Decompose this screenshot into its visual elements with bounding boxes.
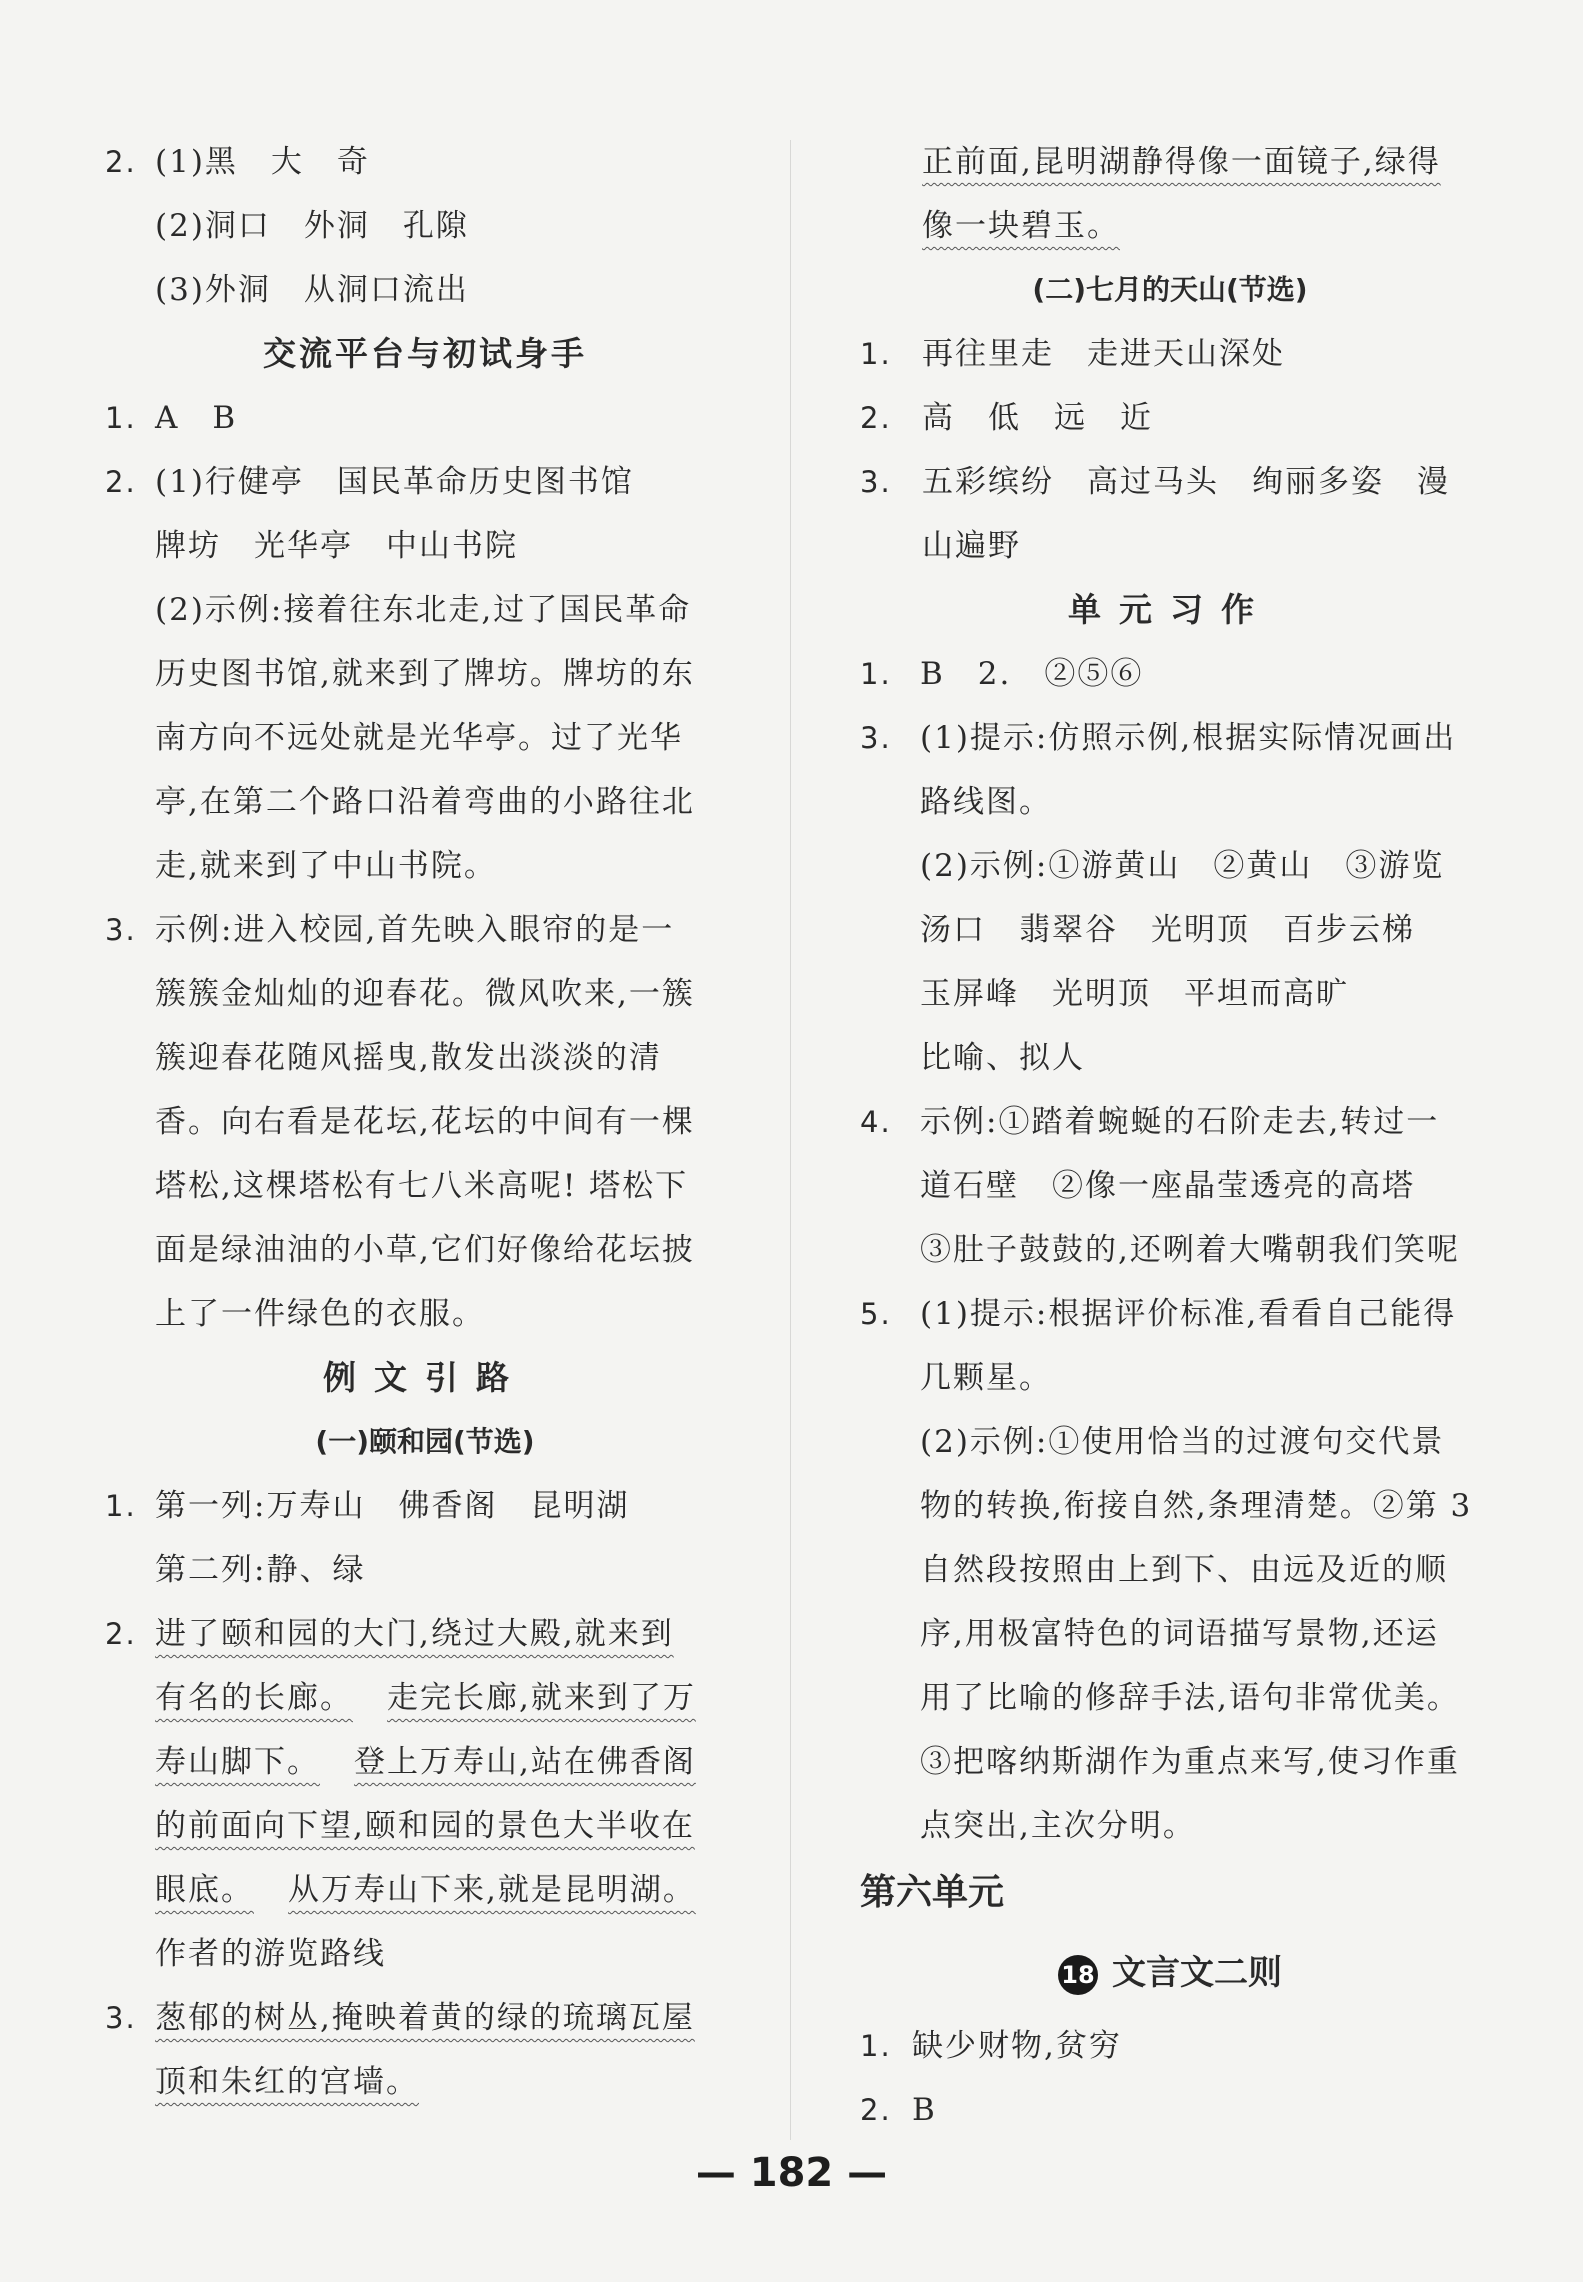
answer-text: 走,就来到了中山书院。 [155, 848, 497, 884]
page-number: — 182 — [695, 2150, 888, 2196]
answer-text: 顶和朱红的宫墙。 [155, 2064, 419, 2100]
answer-text: (3)外洞 从洞口流出 [155, 272, 469, 308]
answer-text: 历史图书馆,就来到了牌坊。牌坊的东 [155, 656, 695, 692]
answer-text: 牌坊 光华亭 中山书院 [155, 528, 518, 564]
answer-text: 亭,在第二个路口沿着弯曲的小路往北 [155, 784, 695, 820]
answer-text: 第一列:万寿山 佛香阁 昆明湖 [155, 1488, 630, 1524]
answer-text: 簇迎春花随风摇曳,散发出淡淡的清 [155, 1040, 662, 1076]
answer-text: 登上万寿山,站在佛香阁 [354, 1744, 696, 1780]
answer-text: 正前面,昆明湖静得像一面镜子,绿得 [922, 144, 1441, 180]
question-number: 2. [860, 401, 892, 435]
answer-text: 序,用极富特色的词语描写景物,还运 [920, 1616, 1439, 1652]
answer-text: ③肚子鼓鼓的,还咧着大嘴朝我们笑呢 [920, 1232, 1460, 1268]
answer-text: 缺少财物,贫穷 [912, 2028, 1122, 2064]
answer-text: 物的转换,衔接自然,条理清楚。②第 3 [920, 1488, 1473, 1524]
answer-text: (1)提示:根据评价标准,看看自己能得 [920, 1296, 1457, 1332]
subsection-heading: (二)七月的天山(节选) [1032, 273, 1308, 306]
answer-text: 塔松,这棵塔松有七八米高呢! 塔松下 [155, 1168, 689, 1204]
answer-text: 山遍野 [922, 528, 1021, 564]
answer-text: 示例:进入校园,首先映入眼帘的是一 [155, 912, 675, 948]
question-number: 2. [105, 145, 137, 179]
lesson-title [860, 1938, 1480, 2008]
answer-text: (2)洞口 外洞 孔隙 [155, 208, 469, 244]
lesson-name: 文言文二则 [1112, 1953, 1282, 1993]
answer-text: 再往里走 走进天山深处 [922, 336, 1285, 372]
question-number: 1. [860, 2029, 892, 2063]
answer-text: ③把喀纳斯湖作为重点来写,使习作重 [920, 1744, 1460, 1780]
answer-text: (1)行健亭 国民革命历史图书馆 [155, 464, 634, 500]
answer-text: 几颗星。 [920, 1360, 1052, 1396]
answer-text: 比喻、拟人 [920, 1040, 1085, 1076]
question-number: 1. [860, 337, 892, 371]
question-number: 3. [860, 721, 892, 755]
answer-text: 点突出,主次分明。 [920, 1808, 1196, 1844]
question-number: 3. [105, 913, 137, 947]
answer-text: (2)示例:接着往东北走,过了国民革命 [155, 592, 692, 628]
question-number: 1. [105, 1489, 137, 1523]
answer-text: (2)示例:①使用恰当的过渡句交代景 [920, 1424, 1445, 1460]
subsection-heading: (一)颐和园(节选) [315, 1425, 535, 1458]
answer-text: 道石壁 ②像一座晶莹透亮的高塔 [920, 1168, 1415, 1204]
answer-text: 香。向右看是花坛,花坛的中间有一棵 [155, 1104, 695, 1140]
answer-text: 寿山脚下。 [155, 1744, 320, 1780]
question-number: 2. [105, 465, 137, 499]
answer-text: 上了一件绿色的衣服。 [155, 1296, 485, 1332]
answer-text: 进了颐和园的大门,绕过大殿,就来到 [155, 1616, 674, 1652]
answer-text: 像一块碧玉。 [922, 208, 1120, 244]
answer-text: 走完长廊,就来到了万 [387, 1680, 696, 1716]
column-divider [790, 140, 791, 2140]
answer-text: 玉屏峰 光明顶 平坦而高旷 [920, 976, 1349, 1012]
question-number: 1. [105, 401, 137, 435]
question-number: 3. [105, 2001, 137, 2035]
answer-text: (1)黑 大 奇 [155, 144, 370, 180]
unit-title: 第六单元 [860, 1872, 1005, 1913]
answer-text: 自然段按照由上到下、由远及近的顺 [920, 1552, 1448, 1588]
answer-text: 眼底。 [155, 1872, 254, 1908]
answer-text: 南方向不远处就是光华亭。过了光华 [155, 720, 683, 756]
section-heading: 单元习作 [1068, 590, 1272, 629]
answer-text: 的前面向下望,颐和园的景色大半收在 [155, 1808, 695, 1844]
answer-text: 用了比喻的修辞手法,语句非常优美。 [920, 1680, 1460, 1716]
answer-text: (2)示例:①游黄山 ②黄山 ③游览 [920, 848, 1445, 884]
answer-text: 面是绿油油的小草,它们好像给花坛披 [155, 1232, 695, 1268]
answer-text: B [912, 2092, 937, 2128]
answer-text: B 2. ②⑤⑥ [920, 656, 1144, 692]
answer-text: A B [155, 400, 238, 436]
section-heading: 交流平台与初试身手 [263, 334, 587, 373]
answer-text: 作者的游览路线 [155, 1936, 386, 1972]
answer-text: 示例:①踏着蜿蜒的石阶走去,转过一 [920, 1104, 1440, 1140]
answer-text: 汤口 翡翠谷 光明顶 百步云梯 [920, 912, 1415, 948]
answer-text: 从万寿山下来,就是昆明湖。 [288, 1872, 696, 1908]
answer-text: 五彩缤纷 高过马头 绚丽多姿 漫 [922, 464, 1450, 500]
question-number: 2. [860, 2093, 892, 2127]
question-number: 3. [860, 465, 892, 499]
question-number: 1. [860, 657, 892, 691]
answer-text: 高 低 远 近 [922, 400, 1153, 436]
answer-text: (1)提示:仿照示例,根据实际情况画出 [920, 720, 1457, 756]
question-number: 2. [105, 1617, 137, 1651]
answer-text: 有名的长廊。 [155, 1680, 353, 1716]
question-number: 5. [860, 1297, 892, 1331]
section-heading: 例文引路 [323, 1358, 527, 1397]
answer-text: 葱郁的树丛,掩映着黄的绿的琉璃瓦屋 [155, 2000, 695, 2036]
answer-text: 路线图。 [920, 784, 1052, 820]
question-number: 4. [860, 1105, 892, 1139]
answer-text: 第二列:静、绿 [155, 1552, 366, 1588]
answer-text: 簇簇金灿灿的迎春花。微风吹来,一簇 [155, 976, 695, 1012]
lesson-number-badge: 18 [1058, 1955, 1098, 1995]
